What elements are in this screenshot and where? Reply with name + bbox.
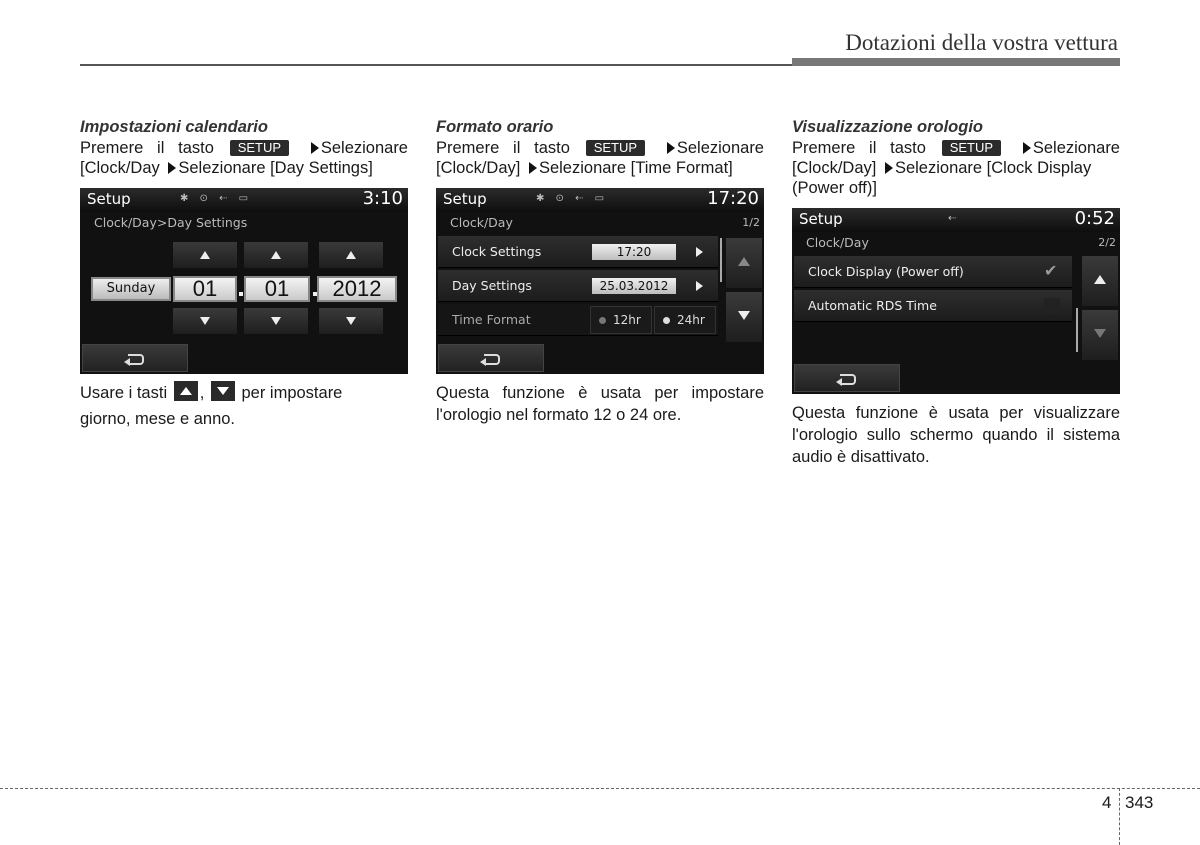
instruction-line-2 — [80, 158, 408, 178]
instruction-line-2 — [436, 158, 764, 178]
setup-key-label: SETUP — [230, 140, 289, 156]
instruction-line-1 — [80, 138, 408, 158]
day-value: 01 — [173, 276, 237, 302]
instruction-line-1 — [436, 138, 764, 158]
instruction-line-2 — [792, 158, 1120, 178]
screen-breadcrumb — [792, 232, 1120, 254]
day-down-button[interactable] — [173, 308, 237, 334]
row-label: Clock Display (Power off) — [808, 264, 964, 279]
instruction-text: Premere il tasto — [792, 139, 926, 157]
description-text: Usare i tasti — [80, 384, 168, 402]
header-bar — [792, 58, 1120, 66]
back-button[interactable] — [438, 344, 544, 372]
checkbox-unchecked-icon — [1044, 298, 1060, 314]
radio-24hr[interactable]: 24hr — [654, 306, 716, 334]
list-item-day-settings[interactable] — [438, 270, 718, 302]
instruction-line-3: (Power off)] — [792, 179, 877, 197]
instruction-text: Selezionare [Day Settings] — [178, 159, 373, 177]
screen-clock: 0:52 — [1074, 208, 1115, 229]
chevron-right-icon — [696, 247, 703, 257]
page-indicator: 2/2 — [1098, 236, 1116, 249]
scroll-up-button[interactable] — [726, 238, 762, 288]
status-icons: ✱ ⊙ ⇠ ▭ — [180, 193, 253, 204]
section-time-format — [436, 118, 764, 426]
row-value: 25.03.2012 — [592, 278, 676, 294]
list-item-clock-display[interactable] — [794, 256, 1072, 288]
year-value: 2012 — [317, 276, 397, 302]
instruction-text: Selezionare [Time Format] — [538, 159, 733, 177]
scroll-down-button[interactable] — [1082, 310, 1118, 360]
screen-title: Setup — [443, 190, 487, 208]
arrow-right-icon — [885, 162, 893, 174]
weekday-display: Sunday — [91, 277, 171, 301]
screen-day-settings — [80, 188, 408, 374]
section-calendar-settings — [80, 118, 408, 432]
screen-clock-day-1 — [436, 188, 764, 374]
back-button[interactable] — [794, 364, 900, 392]
down-key-icon — [211, 381, 235, 401]
row-value: 17:20 — [592, 244, 676, 260]
section-clock-display — [792, 118, 1120, 468]
instruction-text: [Clock/Day] — [436, 159, 521, 177]
footer-rule — [0, 788, 1200, 789]
list-item-clock-settings[interactable] — [438, 236, 718, 268]
status-icons: ✱ ⊙ ⇠ ▭ — [536, 193, 609, 204]
month-down-button[interactable] — [244, 308, 308, 334]
instruction-text: Premere il tasto — [436, 139, 570, 157]
page-header-title: Dotazioni della vostra vettura — [845, 30, 1118, 55]
screen-clock: 3:10 — [362, 188, 403, 209]
section-title: Impostazioni calendario — [80, 118, 268, 136]
screen-title: Setup — [799, 210, 843, 228]
page-indicator: 1/2 — [742, 216, 760, 229]
back-button[interactable] — [82, 344, 188, 372]
day-up-button[interactable] — [173, 242, 237, 268]
screen-breadcrumb — [436, 212, 764, 234]
arrow-right-icon — [311, 142, 319, 154]
description-text: per impostare — [241, 384, 343, 402]
screen-header — [80, 188, 408, 212]
arrow-right-icon — [168, 162, 176, 174]
chevron-right-icon — [696, 281, 703, 291]
checkmark-icon: ✔ — [1044, 261, 1058, 280]
section-title: Formato orario — [436, 118, 554, 136]
description — [80, 380, 408, 432]
screen-clock: 17:20 — [707, 188, 759, 209]
year-up-button[interactable] — [319, 242, 383, 268]
instruction-text: Selezionare — [320, 139, 408, 157]
description: Questa funzione è usata per visualizzare l'orologio sullo schermo quando il sistema audio è disattivato. — [792, 404, 1120, 466]
breadcrumb-text: Clock/Day — [806, 235, 869, 250]
header-rule — [80, 64, 792, 66]
scrollbar[interactable] — [720, 238, 722, 282]
row-label: Automatic RDS Time — [808, 298, 937, 313]
instruction-text: Selezionare — [1032, 139, 1120, 157]
year-down-button[interactable] — [319, 308, 383, 334]
chapter-number: 4 — [1102, 793, 1112, 812]
instruction-line-1 — [792, 138, 1120, 158]
screen-title: Setup — [87, 190, 131, 208]
row-label: Clock Settings — [452, 244, 542, 259]
page-number: 343 — [1125, 793, 1154, 812]
screen-header — [436, 188, 764, 212]
arrow-right-icon — [1023, 142, 1031, 154]
arrow-right-icon — [667, 142, 675, 154]
instruction-text: Selezionare [Clock Display — [894, 159, 1092, 177]
description-text: giorno, mese e anno. — [80, 410, 236, 428]
screen-header — [792, 208, 1120, 232]
up-key-icon — [174, 381, 198, 401]
screen-clock-day-2 — [792, 208, 1120, 394]
setup-key-label: SETUP — [942, 140, 1001, 156]
month-up-button[interactable] — [244, 242, 308, 268]
instruction-text: Selezionare — [676, 139, 764, 157]
scroll-up-button[interactable] — [1082, 256, 1118, 306]
row-label: Day Settings — [452, 278, 532, 293]
description: Questa funzione è usata per impostare l'orologio nel formato 12 o 24 ore. — [436, 384, 764, 424]
section-title: Visualizzazione orologio — [792, 118, 983, 136]
month-value: 01 — [244, 276, 310, 302]
radio-12hr[interactable]: 12hr — [590, 306, 652, 334]
instruction-text: [Clock/Day] — [792, 159, 877, 177]
scroll-down-button[interactable] — [726, 292, 762, 342]
screen-breadcrumb: Clock/Day>Day Settings — [94, 215, 248, 230]
usb-icon: ⇠ — [948, 213, 961, 224]
arrow-right-icon — [529, 162, 537, 174]
list-item-time-format — [438, 304, 718, 336]
footer-divider — [1119, 788, 1120, 845]
date-separator — [239, 292, 243, 296]
scrollbar[interactable] — [1076, 308, 1078, 352]
setup-key-label: SETUP — [586, 140, 645, 156]
instruction-text: Premere il tasto — [80, 139, 214, 157]
instruction-text: [Clock/Day — [80, 159, 160, 177]
row-label: Time Format — [452, 312, 531, 327]
list-item-automatic-rds-time[interactable] — [794, 290, 1072, 322]
description-text: , — [199, 384, 205, 402]
breadcrumb-text: Clock/Day — [450, 215, 513, 230]
